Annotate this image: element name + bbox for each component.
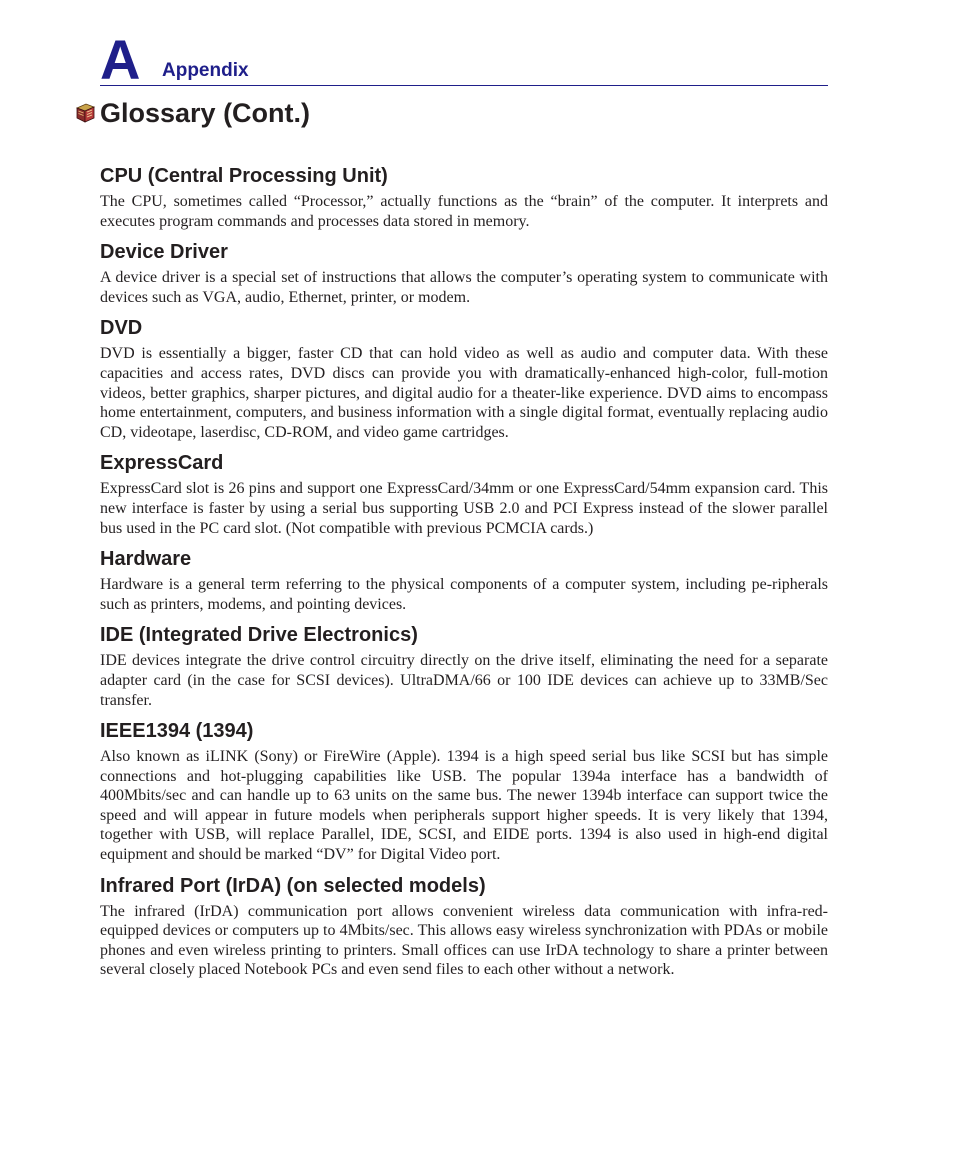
glossary-definition: A device driver is a special set of instructions that allows the computer’s operating system to communicate with devices such as VGA, audio, Ethernet, printer, or modem. <box>100 269 828 306</box>
glossary-term: CPU (Central Processing Unit) <box>100 165 388 187</box>
glossary-term: ExpressCard <box>100 452 224 475</box>
chapter-header <box>100 28 828 91</box>
glossary-definition: Hardware is a general term referring to the physical components of a computer system, including pe-ripherals such as printers, modems, and pointing devices. <box>100 576 828 613</box>
glossary-content <box>100 160 828 985</box>
glossary-entry-hardware <box>100 543 828 614</box>
chapter-letter: A <box>100 28 141 91</box>
page-title: Glossary (Cont.) <box>100 98 311 128</box>
glossary-entry-dvd <box>100 312 828 442</box>
chapter-title: Appendix <box>162 60 249 81</box>
glossary-term: IDE (Integrated Drive Electronics) <box>100 624 418 647</box>
glossary-definition: ExpressCard slot is 26 pins and support one ExpressCard/34mm or one ExpressCard/54mm expansion card. This new interface is faster by using a serial bus supporting USB 2.0 and PCI Express instead of the slower parallel bus used in the PC card slot. (Not compatible with previous PCMCIA cards.) <box>100 480 828 537</box>
glossary-entry-device-driver <box>100 236 828 307</box>
glossary-entry-expresscard <box>100 447 828 538</box>
glossary-term: Device Driver <box>100 241 228 264</box>
book-icon <box>74 102 96 124</box>
glossary-term: Hardware <box>100 548 192 571</box>
glossary-term: DVD <box>100 317 143 340</box>
glossary-definition: DVD is essentially a bigger, faster CD that can hold video as well as audio and computer data. With these capacities and access rates, DVD discs can provide you with dramatically-enhanced high-color, full-motion videos, better graphics, sharper pictures, and digital audio for a theater-like experience. DVD aims to encompass home entertainment, computers, and business information with a single digital format, eventually replacing audio CD, videotape, laserdisc, CD-ROM, and video game cartridges. <box>100 345 828 441</box>
glossary-definition: The infrared (IrDA) communication port allows convenient wireless data communication with infra-red-equipped devices or computers up to 4Mbits/sec. This allows easy wireless synchronization with PDAs or mobile phones and even wireless printing to printers. Small offices can use IrDA technology to share a printer between several closely placed Notebook PCs and even send files to each other without a network. <box>100 902 828 979</box>
glossary-entry-ieee1394 <box>100 715 828 865</box>
glossary-term: IEEE1394 (1394) <box>100 720 254 743</box>
glossary-definition: Also known as iLINK (Sony) or FireWire (Apple). 1394 is a high speed serial bus like SCSI but has simple connections and hot-plugging capabilities like USB. The popular 1394a interface has a bandwidth of 400Mbits/sec and can handle up to 63 units on the same bus. The newer 1394b interface can support twice the speed and will appear in future models when peripherals support higher speeds. It is very likely that 1394, together with USB, will replace Parallel, IDE, SCSI, and EIDE ports. 1394 is also used in high-end digital equipment and should be marked “DV” for Digital Video port. <box>100 748 828 864</box>
glossary-definition: IDE devices integrate the drive control circuitry directly on the drive itself, eliminating the need for a separate adapter card (in the case for SCSI devices). UltraDMA/66 or 100 IDE devices can achieve up to 33MB/Sec transfer. <box>100 652 828 709</box>
glossary-entry-ide <box>100 619 828 710</box>
glossary-entry-cpu <box>100 160 828 231</box>
glossary-term: Infrared Port (IrDA) (on selected models) <box>100 874 486 897</box>
glossary-definition: The CPU, sometimes called “Processor,” actually functions as the “brain” of the computer. It interprets and executes program commands and processes data stored in memory. <box>100 193 828 230</box>
glossary-entry-infrared-port <box>100 870 828 980</box>
